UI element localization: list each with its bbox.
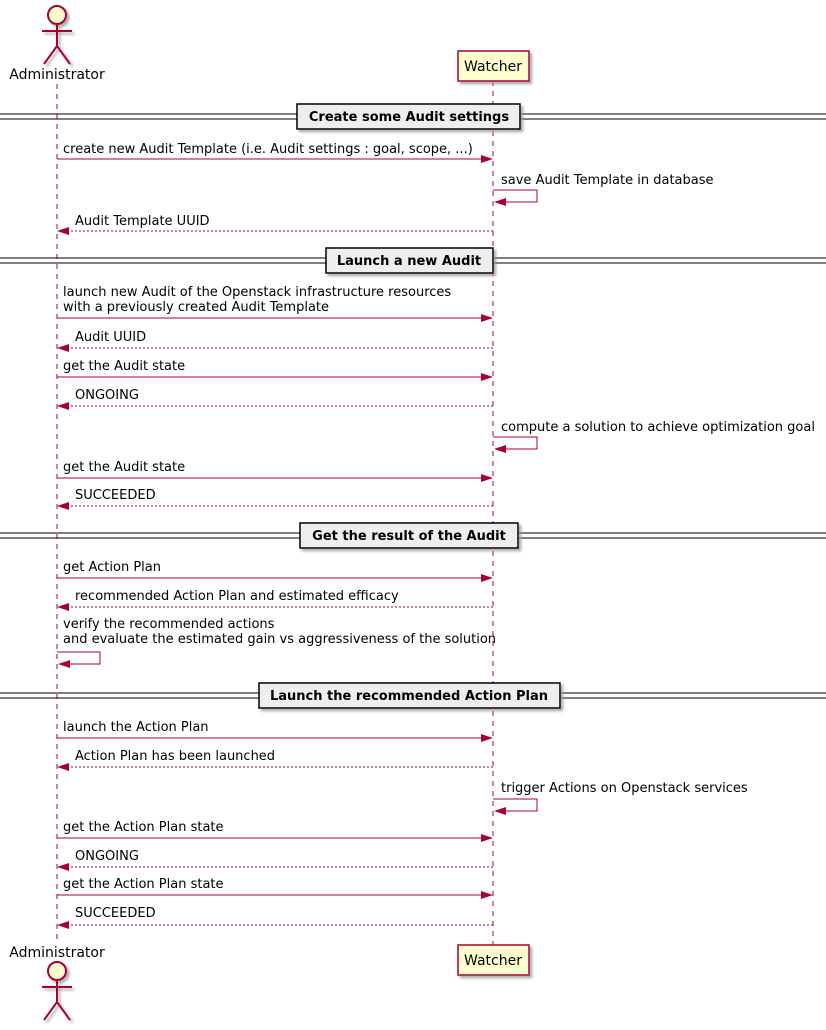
self-message-verify-actions (57, 617, 496, 668)
divider-title: Get the result of the Audit (312, 529, 506, 544)
divider-title: Launch the recommended Action Plan (269, 689, 549, 704)
svg-text:create new Audit Template (i.e: create new Audit Template (i.e. Audit settings : goal, scope, ...) (63, 142, 473, 157)
svg-text:trigger Actions on Openstack s: trigger Actions on Openstack services (501, 781, 748, 796)
divider-launch-new-audit (0, 248, 826, 273)
svg-text:launch new Audit of the Openst: launch new Audit of the Openstack infrastructure resources (63, 285, 452, 300)
svg-text:get the Action Plan state: get the Action Plan state (63, 820, 224, 835)
actor-administrator-bottom (42, 962, 72, 1020)
reply-audit-template-uuid (57, 214, 493, 235)
message-launch-action-plan (57, 720, 493, 742)
divider-title: Launch a new Audit (336, 254, 482, 269)
message-get-action-plan-state-1 (57, 820, 493, 842)
self-message-trigger-actions (493, 781, 748, 815)
participant-label-watcher-top: Watcher (464, 59, 522, 75)
svg-text:with a previously created Audi: with a previously created Audit Template (63, 300, 330, 315)
svg-text:Audit Template UUID: Audit Template UUID (75, 214, 210, 229)
actor-administrator-top (42, 6, 72, 64)
reply-action-plan-launched (57, 749, 493, 771)
message-get-action-plan-state-2 (57, 877, 493, 899)
message-get-audit-state-2 (57, 460, 493, 482)
actor-head-icon (48, 962, 66, 980)
svg-text:get the Audit state: get the Audit state (63, 359, 186, 374)
reply-ongoing-2 (57, 849, 493, 871)
svg-text:Audit UUID: Audit UUID (75, 330, 147, 345)
svg-text:and evaluate the estimated gai: and evaluate the estimated gain vs aggressiveness of the solution (63, 632, 497, 647)
svg-text:ONGOING: ONGOING (75, 388, 139, 403)
self-message-save-audit-template (493, 173, 714, 206)
actor-label-administrator-bottom: Administrator (9, 945, 105, 961)
svg-text:get Action Plan: get Action Plan (63, 560, 161, 575)
divider-create-audit-settings (0, 104, 826, 129)
svg-text:get the Action Plan state: get the Action Plan state (63, 877, 224, 892)
message-create-audit-template (57, 142, 493, 163)
divider-launch-action-plan (0, 683, 826, 708)
reply-succeeded-2 (57, 906, 493, 929)
self-message-compute-solution (493, 420, 815, 453)
svg-text:SUCCEEDED: SUCCEEDED (75, 906, 156, 921)
actor-label-administrator-top: Administrator (9, 67, 105, 83)
reply-audit-uuid (57, 330, 493, 352)
svg-text:SUCCEEDED: SUCCEEDED (75, 488, 156, 503)
svg-text:recommended Action Plan and es: recommended Action Plan and estimated efficacy (75, 589, 399, 604)
message-get-audit-state-1 (57, 359, 493, 381)
svg-text:Action Plan has been launched: Action Plan has been launched (75, 749, 276, 764)
reply-succeeded-1 (57, 488, 493, 510)
reply-recommended-action-plan (57, 589, 493, 611)
svg-text:get the Audit state: get the Audit state (63, 460, 186, 475)
divider-title: Create some Audit settings (308, 110, 510, 125)
svg-text:ONGOING: ONGOING (75, 849, 139, 864)
participant-watcher-bottom (458, 945, 529, 975)
message-launch-new-audit (57, 285, 493, 322)
svg-text:launch the Action Plan: launch the Action Plan (63, 720, 209, 735)
participant-label-watcher-bottom: Watcher (464, 953, 522, 969)
divider-get-result-audit (0, 523, 826, 548)
actor-head-icon (48, 6, 66, 24)
svg-text:compute a solution to achieve: compute a solution to achieve optimization goal (501, 420, 815, 435)
message-get-action-plan (57, 560, 493, 582)
participant-watcher-top (458, 51, 529, 81)
svg-text:save Audit Template in databas: save Audit Template in database (501, 173, 714, 188)
svg-text:verify the recommended actions: verify the recommended actions (63, 617, 275, 632)
reply-ongoing-1 (57, 388, 493, 410)
